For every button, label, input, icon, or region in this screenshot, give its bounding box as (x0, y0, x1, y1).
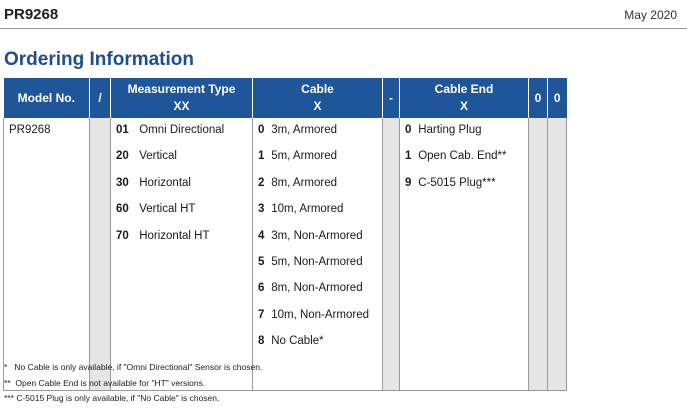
list-item: 70 Horizontal HT (116, 229, 210, 242)
header-divider (0, 28, 687, 29)
measurement-type-cell (111, 118, 253, 391)
footnote: * No Cable is only available, if "Omni Directional" Sensor is chosen. (4, 362, 263, 372)
section-title: Ordering Information (4, 49, 194, 70)
document-date: May 2020 (624, 8, 677, 22)
list-item: 7 10m, Non-Armored (258, 308, 369, 321)
list-item: 0 3m, Armored (258, 124, 338, 136)
list-item: 9 C-5015 Plug*** (405, 176, 496, 189)
list-item: 8 No Cable* (258, 335, 324, 348)
list-item: 1 Open Cab. End** (405, 150, 507, 163)
table-body-row (4, 118, 567, 391)
ordering-table (3, 78, 567, 391)
list-item: 60 Vertical HT (116, 203, 196, 216)
list-item: 5 5m, Non-Armored (258, 255, 363, 268)
header-dash: - (383, 78, 400, 118)
list-item: 3 10m, Armored (258, 203, 344, 216)
page-header (0, 0, 687, 30)
list-item: 4 3m, Non-Armored (258, 229, 363, 242)
dash-cell (383, 118, 400, 391)
list-item: 01 Omni Directional (116, 124, 225, 136)
list-item: 1 5m, Armored (258, 150, 338, 163)
document-title: PR9268 (4, 6, 59, 23)
list-item: 30 Horizontal (116, 176, 191, 189)
header-model-no: Model No. (4, 78, 90, 118)
cable-end-cell (400, 118, 529, 391)
header-zero-1: 0 (529, 78, 548, 118)
header-measurement-type: Measurement Type XX (111, 78, 253, 118)
list-item: 2 8m, Armored (258, 176, 338, 189)
model-cell (4, 118, 90, 391)
footnote: ** Open Cable End is not available for "HT" versions. (4, 377, 206, 388)
list-item: 20 Vertical (116, 150, 177, 163)
list-item: 0 Harting Plug (405, 124, 482, 136)
cable-cell (253, 118, 383, 391)
header-zero-2: 0 (548, 78, 567, 118)
header-cable-end: Cable End X (400, 78, 529, 118)
zero-1-cell (529, 118, 548, 391)
model-value: PR9268 (9, 124, 51, 136)
footnotes (4, 360, 262, 407)
header-slash: / (90, 78, 111, 118)
footnote: *** C-5015 Plug is only available, if "No Cable" is chosen. (4, 393, 220, 403)
list-item: 6 8m, Non-Armored (258, 282, 363, 295)
header-cable: Cable X (253, 78, 383, 118)
zero-2-cell (548, 118, 567, 391)
table-header-row (4, 78, 567, 118)
slash-cell (90, 118, 111, 391)
